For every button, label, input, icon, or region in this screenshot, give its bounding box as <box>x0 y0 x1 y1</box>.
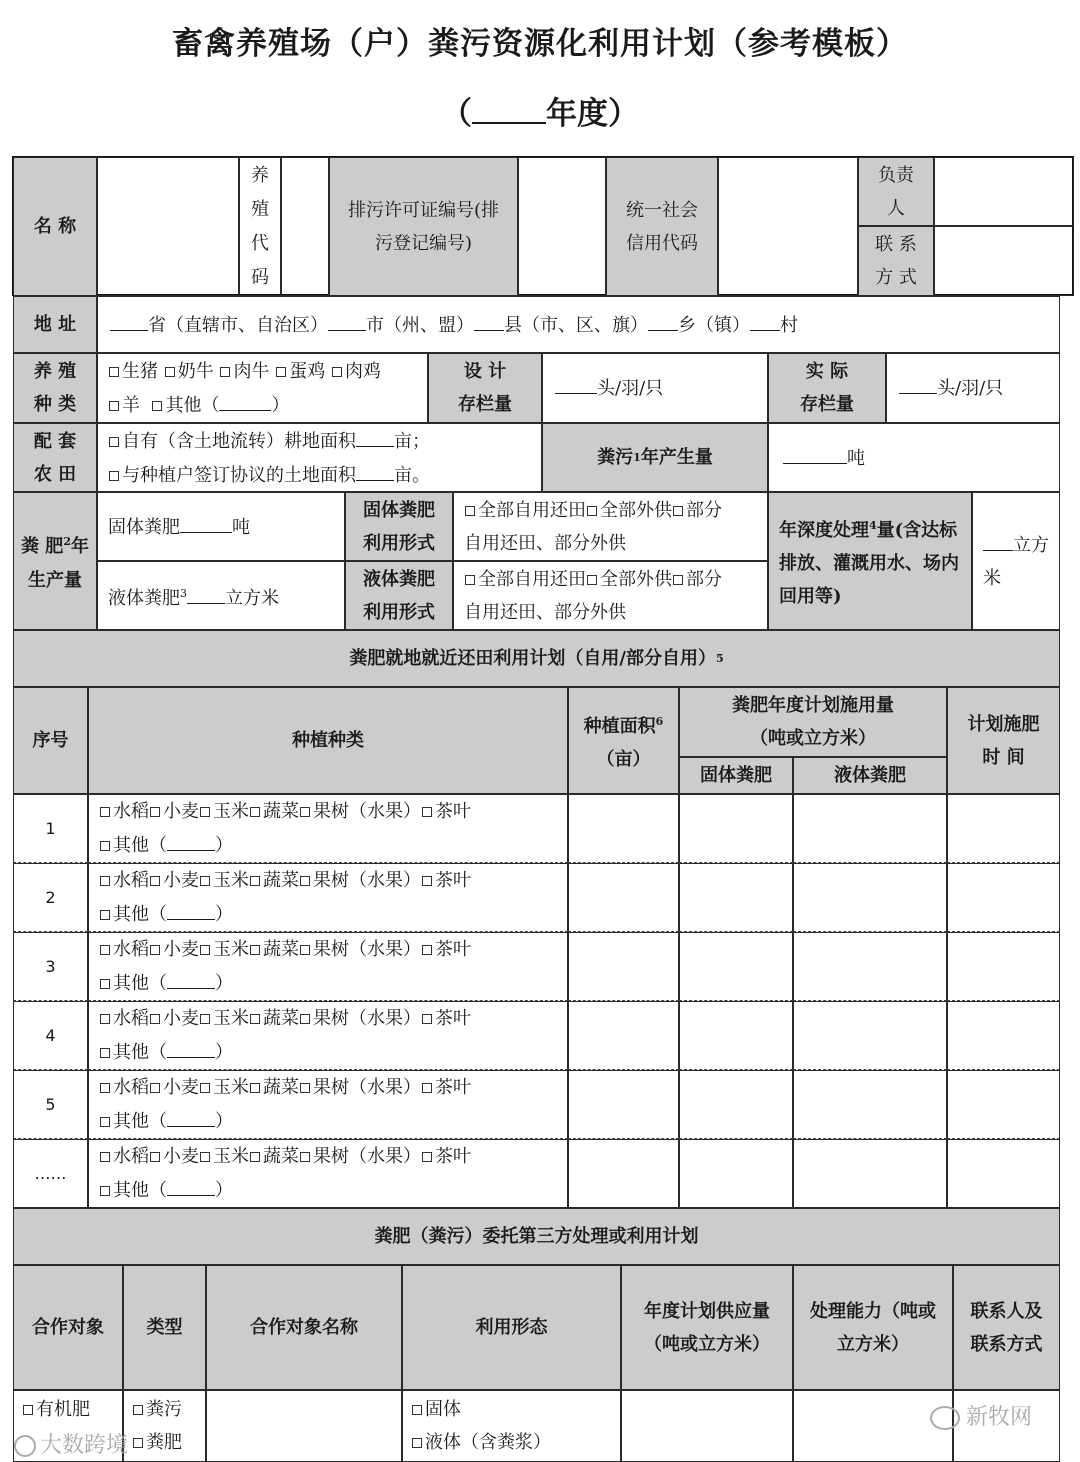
checkbox-crop[interactable] <box>100 1152 110 1162</box>
type-cell: 粪污 粪肥 <box>123 1390 206 1462</box>
checkbox-crop[interactable] <box>200 876 210 886</box>
col-liquid: 液体粪肥 <box>793 757 947 794</box>
checkbox-crop[interactable] <box>100 1083 110 1093</box>
design-capacity-field[interactable]: 头/羽/只 <box>542 353 768 423</box>
year-line: （ 年度） <box>441 96 639 132</box>
checkbox-broiler[interactable] <box>332 367 342 377</box>
row-seq: …… <box>13 1139 88 1208</box>
partner-cell: 有机肥 <box>13 1390 123 1462</box>
actual-capacity-label: 实 际 存栏量 <box>768 353 886 423</box>
liquid-amount-cell[interactable] <box>793 863 947 932</box>
time-cell[interactable] <box>947 1070 1060 1139</box>
checkbox-crop[interactable] <box>100 1014 110 1024</box>
row-seq: 1 <box>13 794 88 863</box>
checkbox-crop[interactable] <box>100 876 110 886</box>
checkbox-crop[interactable] <box>150 876 160 886</box>
solid-amount-cell[interactable] <box>679 932 793 1001</box>
checkbox-layer-hen[interactable] <box>276 367 286 377</box>
checkbox-crop[interactable] <box>300 1083 310 1093</box>
watermark-right: 新牧网 <box>930 1400 1032 1431</box>
farmland-field: 自有（含土地流转）耕地面积 亩； 与种植户签订协议的土地面积 亩。 <box>97 423 542 492</box>
checkbox-crop[interactable] <box>250 807 260 817</box>
supply-cell[interactable] <box>621 1390 793 1462</box>
deep-treatment-label: 年深度处理$^4$量(含达标排放、灌溉用水、场内回用等) <box>768 492 972 630</box>
col-supply: 年度计划供应量（吨或立方米） <box>621 1265 793 1390</box>
form-cell: 固体 液体（含粪浆） <box>402 1390 621 1462</box>
area-cell[interactable] <box>568 1001 679 1070</box>
liquid-amount-cell[interactable] <box>793 1070 947 1139</box>
checkbox-crop[interactable] <box>150 807 160 817</box>
crop-options: 水稻 小麦 玉米 蔬菜 果树（水果） 茶叶 其他（ ） <box>88 1139 568 1208</box>
checkbox-dairy-cow[interactable] <box>165 367 175 377</box>
col-contact: 联系人及联系方式 <box>953 1265 1060 1390</box>
manager-field[interactable] <box>934 157 1074 226</box>
col-partner-name: 合作对象名称 <box>206 1265 402 1390</box>
solid-amount-cell[interactable] <box>679 1001 793 1070</box>
manure-output-field[interactable]: 吨 <box>768 423 1060 492</box>
liquid-use-label: 液体粪肥利用形式 <box>345 561 453 630</box>
crop-options: 水稻 小麦 玉米 蔬菜 果树（水果） 茶叶 其他（ ） <box>88 863 568 932</box>
liquid-amount-cell[interactable] <box>793 794 947 863</box>
col-solid: 固体粪肥 <box>679 757 793 794</box>
time-cell[interactable] <box>947 863 1060 932</box>
checkbox-other-species[interactable] <box>152 401 162 411</box>
crop-options: 水稻 小麦 玉米 蔬菜 果树（水果） 茶叶 其他（ ） <box>88 1070 568 1139</box>
checkbox-crop[interactable] <box>300 945 310 955</box>
row-seq: 4 <box>13 1001 88 1070</box>
manager-label: 负责人 <box>858 157 934 226</box>
liquid-amount-cell[interactable] <box>793 1001 947 1070</box>
checkbox-crop[interactable] <box>150 1083 160 1093</box>
checkbox-crop[interactable] <box>250 1152 260 1162</box>
wechat-icon <box>930 1406 960 1430</box>
checkbox-crop[interactable] <box>300 807 310 817</box>
checkbox-crop[interactable] <box>200 807 210 817</box>
checkbox-sheep[interactable] <box>109 401 119 411</box>
checkbox-own-farmland[interactable] <box>109 437 119 447</box>
species-label: 养 殖 种 类 <box>13 353 97 423</box>
checkbox-crop[interactable] <box>100 807 110 817</box>
solid-amount-cell[interactable] <box>679 1070 793 1139</box>
checkbox-crop[interactable] <box>300 1152 310 1162</box>
checkbox-crop[interactable] <box>422 1014 432 1024</box>
solid-fertilizer-output[interactable]: 固体粪肥 吨 <box>97 492 345 561</box>
checkbox-manure-fertilizer[interactable] <box>133 1438 143 1448</box>
name-field[interactable] <box>97 157 239 296</box>
col-form: 利用形态 <box>402 1265 621 1390</box>
checkbox-crop[interactable] <box>150 1152 160 1162</box>
checkbox-crop[interactable] <box>250 876 260 886</box>
solid-amount-cell[interactable] <box>679 1139 793 1208</box>
name-label: 名 称 <box>13 157 97 296</box>
farmland-label: 配 套 农 田 <box>13 423 97 492</box>
area-cell[interactable] <box>568 794 679 863</box>
other-species-blank[interactable] <box>219 388 271 411</box>
checkbox-pig[interactable] <box>109 367 119 377</box>
deep-treatment-field[interactable]: 立方 米 <box>972 492 1060 630</box>
contact-field[interactable] <box>934 226 1074 296</box>
checkbox-crop[interactable] <box>100 945 110 955</box>
col-type: 类型 <box>123 1265 206 1390</box>
checkbox-crop[interactable] <box>150 1014 160 1024</box>
area-cell[interactable] <box>568 1139 679 1208</box>
species-options: 生猪 奶牛 肉牛 蛋鸡 肉鸡 羊 其他（ ） <box>97 353 428 423</box>
solid-use-label: 固体粪肥利用形式 <box>345 492 453 561</box>
checkbox-crop[interactable] <box>200 1014 210 1024</box>
checkbox-crop[interactable] <box>250 1083 260 1093</box>
area-cell[interactable] <box>568 1070 679 1139</box>
checkbox-crop[interactable] <box>300 1014 310 1024</box>
credit-field[interactable] <box>718 157 858 296</box>
col-capacity: 处理能力（吨或立方米） <box>793 1265 953 1390</box>
checkbox-solid[interactable] <box>412 1405 422 1415</box>
design-capacity-label: 设 计 存栏量 <box>428 353 542 423</box>
crop-options: 水稻 小麦 玉米 蔬菜 果树（水果） 茶叶 其他（ ） <box>88 932 568 1001</box>
crop-options: 水稻 小麦 玉米 蔬菜 果树（水果） 茶叶 其他（ ） <box>88 794 568 863</box>
address-field[interactable]: 省（直辖市、自治区） 市（州、盟） 县（市、区、旗） 乡（镇） 村 <box>97 296 1060 353</box>
checkbox-crop[interactable] <box>422 807 432 817</box>
permit-field[interactable] <box>518 157 606 296</box>
col-crop: 种植种类 <box>88 687 568 794</box>
checkbox-crop-other[interactable] <box>100 1117 110 1127</box>
time-cell[interactable] <box>947 1139 1060 1208</box>
checkbox-crop-other[interactable] <box>100 1048 110 1058</box>
checkbox-contract-farmland[interactable] <box>109 471 119 481</box>
checkbox-crop[interactable] <box>150 945 160 955</box>
col-seq: 序号 <box>13 687 88 794</box>
time-cell[interactable] <box>947 794 1060 863</box>
solid-amount-cell[interactable] <box>679 863 793 932</box>
checkbox-crop[interactable] <box>422 1152 432 1162</box>
actual-capacity-field[interactable]: 头/羽/只 <box>886 353 1060 423</box>
watermark-left: 大数跨境 <box>14 1428 128 1459</box>
solid-amount-cell[interactable] <box>679 794 793 863</box>
checkbox-crop[interactable] <box>250 1014 260 1024</box>
checkbox-manure-waste[interactable] <box>133 1405 143 1415</box>
checkbox-beef-cattle[interactable] <box>220 367 230 377</box>
checkbox-crop-other[interactable] <box>100 910 110 920</box>
document-title: 畜禽养殖场（户）粪污资源化利用计划（参考模板） <box>172 26 908 62</box>
liquid-fertilizer-output[interactable]: 液体粪肥$^3$ 立方米 <box>97 561 345 630</box>
col-area: 种植面积$^6$ （亩） <box>568 687 679 794</box>
time-cell[interactable] <box>947 932 1060 1001</box>
watermark-icon <box>14 1435 36 1457</box>
liquid-use-options: 全部自用还田 全部外供 部分 自用还田、部分外供 <box>453 561 768 630</box>
section2-title: 粪肥（粪污）委托第三方处理或利用计划 <box>13 1208 1060 1265</box>
checkbox-crop[interactable] <box>422 876 432 886</box>
checkbox-organic-fertilizer[interactable] <box>23 1405 33 1415</box>
crop-options: 水稻 小麦 玉米 蔬菜 果树（水果） 茶叶 其他（ ） <box>88 1001 568 1070</box>
checkbox-crop[interactable] <box>250 945 260 955</box>
checkbox-crop-other[interactable] <box>100 841 110 851</box>
col-amount: 粪肥年度计划施用量 （吨或立方米） <box>679 687 947 757</box>
checkbox-crop-other[interactable] <box>100 979 110 989</box>
liquid-amount-cell[interactable] <box>793 1139 947 1208</box>
solid-use-options: 全部自用还田 全部外供 部分 自用还田、部分外供 <box>453 492 768 561</box>
area-cell[interactable] <box>568 863 679 932</box>
section1-title: 粪肥就地就近还田利用计划（自用/部分自用） 5 <box>13 630 1060 687</box>
area-cell[interactable] <box>568 932 679 1001</box>
year-blank[interactable] <box>472 96 546 124</box>
row-seq: 3 <box>13 932 88 1001</box>
checkbox-crop[interactable] <box>422 1083 432 1093</box>
checkbox-crop-other[interactable] <box>100 1186 110 1196</box>
capacity-cell[interactable] <box>793 1390 953 1462</box>
row-seq: 2 <box>13 863 88 932</box>
code-field[interactable] <box>281 157 329 296</box>
checkbox-crop[interactable] <box>300 876 310 886</box>
code-label: 养殖代码 <box>239 157 281 296</box>
contact-label: 联 系 方 式 <box>858 226 934 296</box>
liquid-amount-cell[interactable] <box>793 932 947 1001</box>
checkbox-liquid[interactable] <box>412 1438 422 1448</box>
address-label: 地 址 <box>13 296 97 353</box>
checkbox-crop[interactable] <box>200 1152 210 1162</box>
checkbox-crop[interactable] <box>422 945 432 955</box>
permit-label: 排污许可证编号(排污登记编号) <box>329 157 518 296</box>
credit-label: 统一社会信用代码 <box>606 157 718 296</box>
row-seq: 5 <box>13 1070 88 1139</box>
col-partner: 合作对象 <box>13 1265 123 1390</box>
manure-output-label: 粪污 1 年产生量 <box>542 423 768 492</box>
checkbox-crop[interactable] <box>200 945 210 955</box>
col-time: 计划施肥 时 间 <box>947 687 1060 794</box>
checkbox-crop[interactable] <box>200 1083 210 1093</box>
partner-name-cell[interactable] <box>206 1390 402 1462</box>
time-cell[interactable] <box>947 1001 1060 1070</box>
fertilizer-output-label: 粪 肥$^2$年生产量 <box>13 492 97 630</box>
